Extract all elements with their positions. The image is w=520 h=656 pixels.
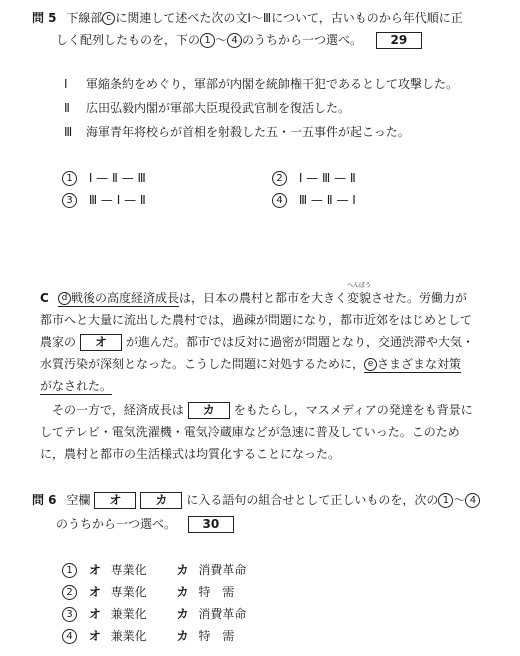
q5-option-2[interactable] [272, 170, 356, 186]
q5-range-first-mark: 1 [200, 33, 215, 48]
c-underline-mark-e: e [364, 358, 377, 371]
option-mark: 1 [62, 563, 77, 578]
c-underlined-e-cont: がなされた。 [40, 379, 113, 393]
c-line-5 [40, 378, 112, 394]
q6-blank-ka: カ [140, 492, 182, 509]
q5-range-last-mark: 4 [227, 33, 242, 48]
statement-text: 軍縮条約をめぐり，軍部が内閣を統帥権干犯であるとして攻撃した。 [86, 77, 459, 91]
option-label-ka: カ [176, 563, 189, 577]
q6-text: ～ [453, 493, 466, 507]
c-text: 水質汚染が深刻となった。こうした問題に対処するために， [40, 357, 365, 371]
option-o-text: 専業化 [110, 585, 147, 599]
q6-option-2[interactable] [62, 584, 234, 600]
c-line-8: に，農村と都市の生活様式は均質化することになった。 [40, 447, 341, 461]
q5-option-1[interactable] [62, 170, 146, 186]
c-underlined-e: さまざまな対策 [377, 357, 462, 371]
statement-num: Ⅲ [64, 125, 73, 139]
c-line-4 [40, 356, 461, 372]
option-text: Ⅰ — Ⅲ — Ⅱ [298, 171, 356, 185]
option-mark: 2 [62, 585, 77, 600]
q5-statement-1 [64, 76, 458, 92]
c-line-3 [40, 334, 474, 351]
c-line-1 [40, 282, 468, 306]
statement-text: 海軍青年将校らが首相を射殺した五・一五事件が起こった。 [86, 125, 410, 139]
q5-label: 問 5 [32, 11, 57, 25]
q6-range-last-mark: 4 [465, 493, 480, 508]
c-text: その一方で，経済成長は [52, 403, 184, 417]
c-underline-mark-d: d [58, 292, 71, 305]
c-ruby-word [347, 282, 372, 306]
option-o-text: 兼業化 [110, 629, 147, 643]
option-ka-text: 特 需 [198, 629, 235, 643]
q6-label: 問 6 [32, 493, 57, 507]
option-label-o: オ [88, 585, 101, 599]
option-o-text: 専業化 [110, 563, 147, 577]
q5-stem-a2: に関連して述べた次の文Ⅰ～Ⅲについて，古いものから年代順に正 [115, 11, 463, 25]
q5-stem-a1: 下線部 [66, 11, 103, 25]
c-label: C [40, 291, 49, 305]
c-text: は，日本の農村と都市を大きく [179, 291, 348, 305]
option-mark: 3 [62, 193, 77, 208]
option-label-o: オ [88, 563, 101, 577]
q5-statement-2 [64, 100, 350, 116]
option-text: Ⅲ — Ⅱ — Ⅰ [298, 193, 356, 207]
q6-option-1[interactable] [62, 562, 246, 578]
q5-answer-box[interactable]: 29 [376, 32, 422, 49]
q6-stem-line2 [56, 516, 234, 533]
c-line-7: してテレビ・電気洗濯機・電気冷蔵庫などが急速に普及していった。このため [40, 425, 460, 439]
c-text: 農家の [40, 335, 77, 349]
option-mark: 2 [272, 171, 287, 186]
option-label-o: オ [88, 629, 101, 643]
option-label-o: オ [88, 607, 101, 621]
q5-statement-3 [64, 124, 410, 140]
q6-answer-box[interactable]: 30 [188, 516, 234, 533]
q6-text: 空欄 [66, 493, 91, 507]
q5-stem-b1: しく配列したものを，下の [56, 33, 201, 47]
option-text: Ⅰ — Ⅱ — Ⅲ [88, 171, 146, 185]
blank-ka: カ [188, 402, 230, 419]
c-ruby: へんぼう [347, 282, 372, 289]
option-label-ka: カ [176, 607, 189, 621]
c-text: が進んだ。都市では反対に過密が問題となり，交通渋滞や大気・ [126, 335, 475, 349]
option-mark: 4 [62, 629, 77, 644]
option-ka-text: 消費革命 [198, 607, 247, 621]
q5-option-4[interactable] [272, 192, 356, 208]
c-text: をもたらし，マスメディアの発達をも背景に [233, 403, 473, 417]
statement-text: 広田弘毅内閣が軍部大臣現役武官制を復活した。 [86, 101, 351, 115]
option-label-ka: カ [176, 629, 189, 643]
q6-stem-line1 [32, 492, 480, 509]
option-ka-text: 消費革命 [198, 563, 247, 577]
option-mark: 4 [272, 193, 287, 208]
q6-range-first-mark: 1 [438, 493, 453, 508]
option-mark: 3 [62, 607, 77, 622]
c-line-6 [52, 402, 473, 419]
q5-stem-b2: ～ [215, 33, 228, 47]
statement-num: Ⅱ [64, 101, 70, 115]
blank-o: オ [80, 334, 122, 351]
q5-option-3[interactable] [62, 192, 146, 208]
q6-text: のうちから一つ選べ。 [56, 517, 177, 531]
c-text: させた。労働力が [371, 291, 468, 305]
option-label-ka: カ [176, 585, 189, 599]
c-underlined-d: 戦後の高度経済成長 [71, 291, 180, 305]
option-ka-text: 特 需 [198, 585, 235, 599]
q5-underline-mark: c [102, 12, 115, 25]
option-text: Ⅲ — Ⅰ — Ⅱ [88, 193, 146, 207]
q6-blank-o: オ [94, 492, 136, 509]
q6-text: に入る語句の組合せとして正しいものを，次の [186, 493, 439, 507]
c-ruby-base: 変貌 [347, 291, 372, 305]
statement-num: Ⅰ [64, 77, 68, 91]
q6-option-4[interactable] [62, 628, 234, 644]
option-o-text: 兼業化 [110, 607, 147, 621]
option-mark: 1 [62, 171, 77, 186]
q5-stem-b3: のうちから一つ選べ。 [242, 33, 363, 47]
c-line-2: 都市へと大量に流出した農村では，過疎が問題になり，都市近郊をはじめとして [40, 313, 473, 327]
q5-stem-line1 [32, 10, 463, 26]
q6-option-3[interactable] [62, 606, 246, 622]
q5-stem-line2 [56, 32, 422, 49]
